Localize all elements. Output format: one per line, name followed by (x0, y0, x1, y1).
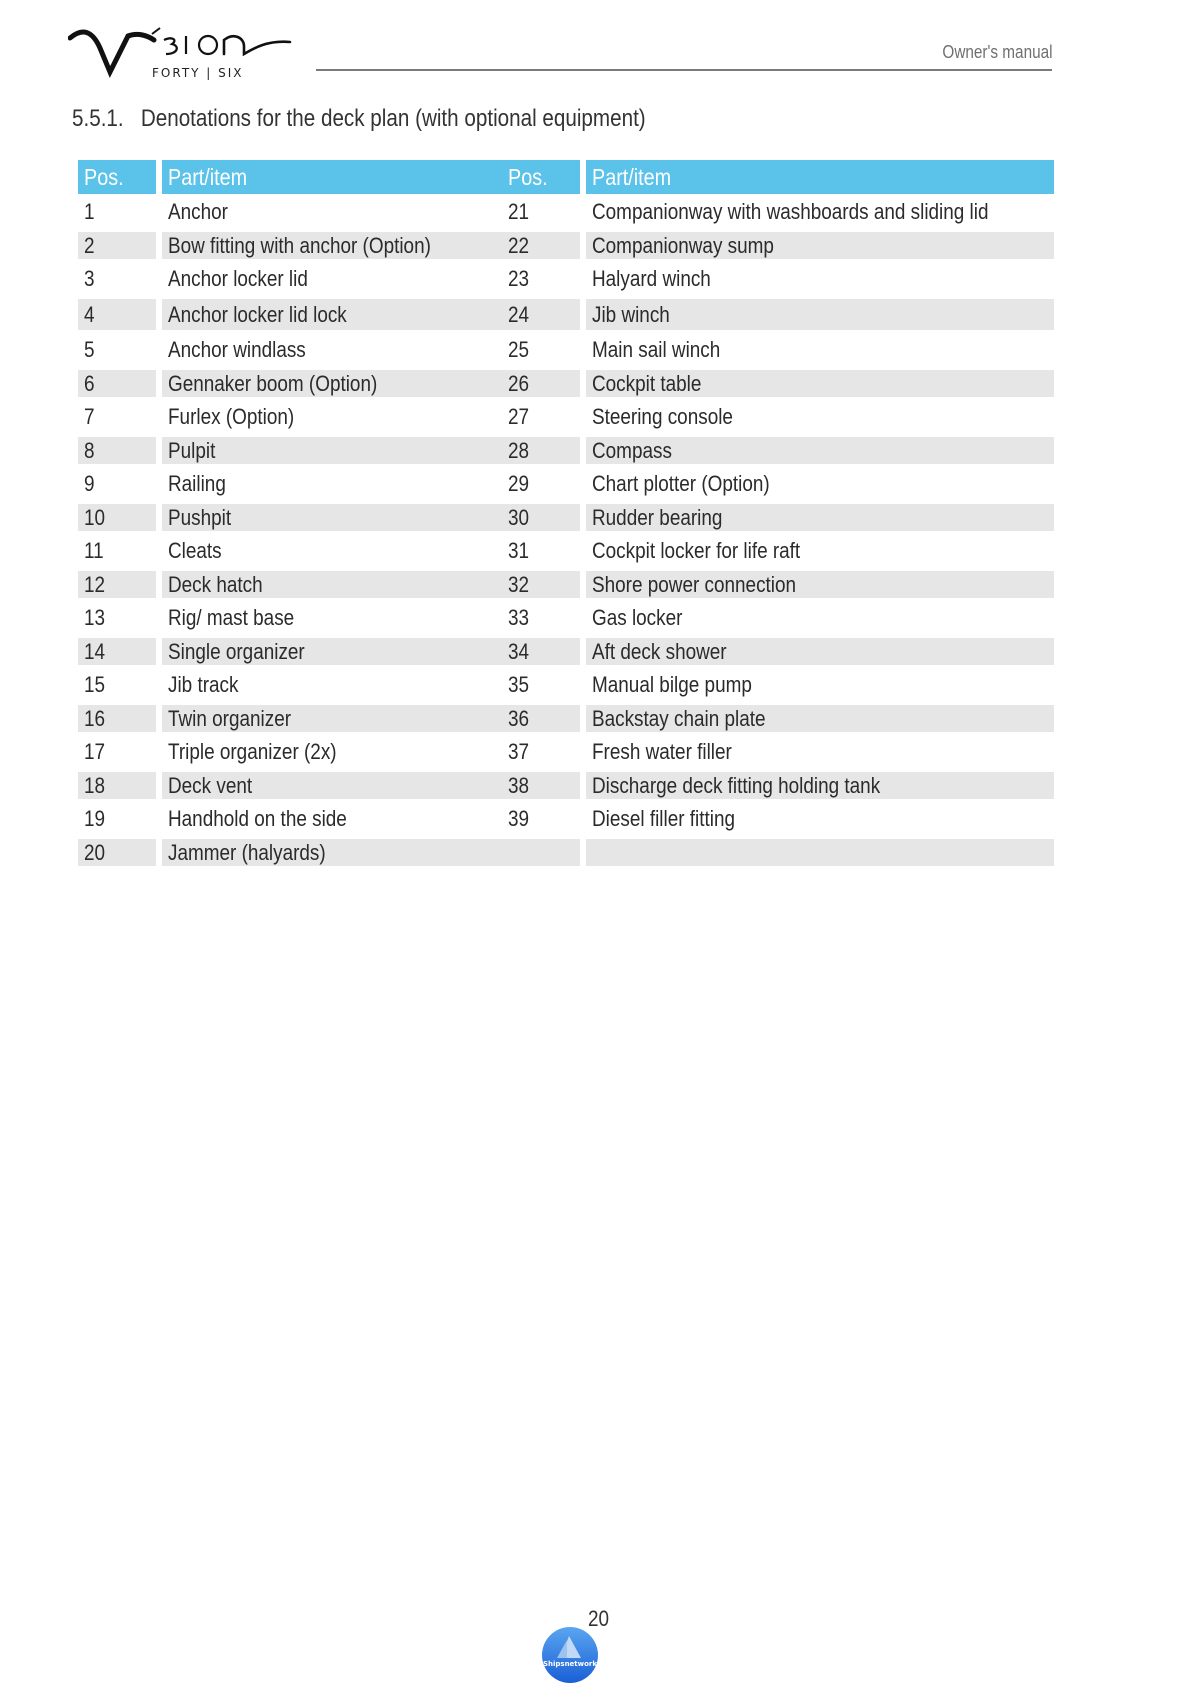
table-row: 30 Rudder bearing (502, 504, 1054, 531)
table-header (78, 160, 540, 194)
table-row: 34 Aft deck shower (502, 638, 1054, 665)
brand-subtitle: FORTY | SIX (152, 66, 244, 80)
parts-table-left (78, 160, 540, 872)
table-row (502, 839, 1054, 866)
table-row: 39 Diesel filler fitting (508, 806, 736, 831)
table-row: 8 Pulpit (78, 437, 540, 464)
table-header (502, 160, 1054, 194)
table-row: 11 Cleats (84, 538, 222, 563)
table-row: 1 Anchor (84, 199, 228, 224)
table-row: 19 Handhold on the side (84, 806, 347, 831)
section-title: Denotations for the deck plan (with optional equipment) (140, 105, 646, 132)
sail-icon (541, 1626, 599, 1684)
table-row: 25 Main sail winch (508, 337, 721, 362)
header-rule (316, 69, 1052, 71)
table-row: 28 Compass (502, 437, 1054, 464)
table-row: 26 Cockpit table (502, 370, 1054, 397)
section-number: 5.5.1. (72, 105, 124, 132)
header-part: Part/item (162, 160, 540, 194)
table-row: 24 Jib winch (502, 299, 1054, 330)
header-pos: Pos. (78, 160, 156, 194)
document-title: Owner's manual (941, 42, 1052, 62)
table-row: 33 Gas locker (508, 605, 683, 630)
table-row: 4 Anchor locker lid lock (78, 299, 540, 330)
table-row: 29 Chart plotter (Option) (508, 471, 770, 496)
table-row: 6 Gennaker boom (Option) (78, 370, 540, 397)
table-row: 21 Companionway with washboards and sliding lid (508, 199, 989, 224)
table-row: 16 Twin organizer (78, 705, 540, 732)
header-part: Part/item (586, 160, 1054, 194)
table-row: 22 Companionway sump (502, 232, 1054, 259)
table-row: 17 Triple organizer (2x) (84, 739, 337, 764)
table-row: 10 Pushpit (78, 504, 540, 531)
table-row: 5 Anchor windlass (84, 337, 306, 362)
table-row: 2 Bow fitting with anchor (Option) (78, 232, 540, 259)
table-row: 32 Shore power connection (502, 571, 1054, 598)
table-row: 37 Fresh water filler (508, 739, 732, 764)
table-row: 23 Halyard winch (508, 266, 711, 291)
table-row: 14 Single organizer (78, 638, 540, 665)
table-row: 18 Deck vent (78, 772, 540, 799)
section-heading (72, 105, 646, 133)
parts-table-right (502, 160, 1054, 872)
page-number: 20 (588, 1606, 610, 1631)
table-row: 38 Discharge deck fitting holding tank (502, 772, 1054, 799)
table-row: 13 Rig/ mast base (84, 605, 295, 630)
badge-label: Shipsnetwork (542, 1660, 598, 1668)
header-pos: Pos. (502, 160, 580, 194)
table-row: 35 Manual bilge pump (508, 672, 752, 697)
table-row: 12 Deck hatch (78, 571, 540, 598)
shipsnetwork-badge[interactable] (541, 1626, 599, 1684)
table-row: 7 Furlex (Option) (84, 404, 295, 429)
table-row: 31 Cockpit locker for life raft (508, 538, 801, 563)
table-row: 36 Backstay chain plate (502, 705, 1054, 732)
table-row: 15 Jib track (84, 672, 239, 697)
table-row: 20 Jammer (halyards) (78, 839, 540, 866)
table-row: 9 Railing (84, 471, 226, 496)
table-row: 3 Anchor locker lid (84, 266, 308, 291)
table-row: 27 Steering console (508, 404, 733, 429)
